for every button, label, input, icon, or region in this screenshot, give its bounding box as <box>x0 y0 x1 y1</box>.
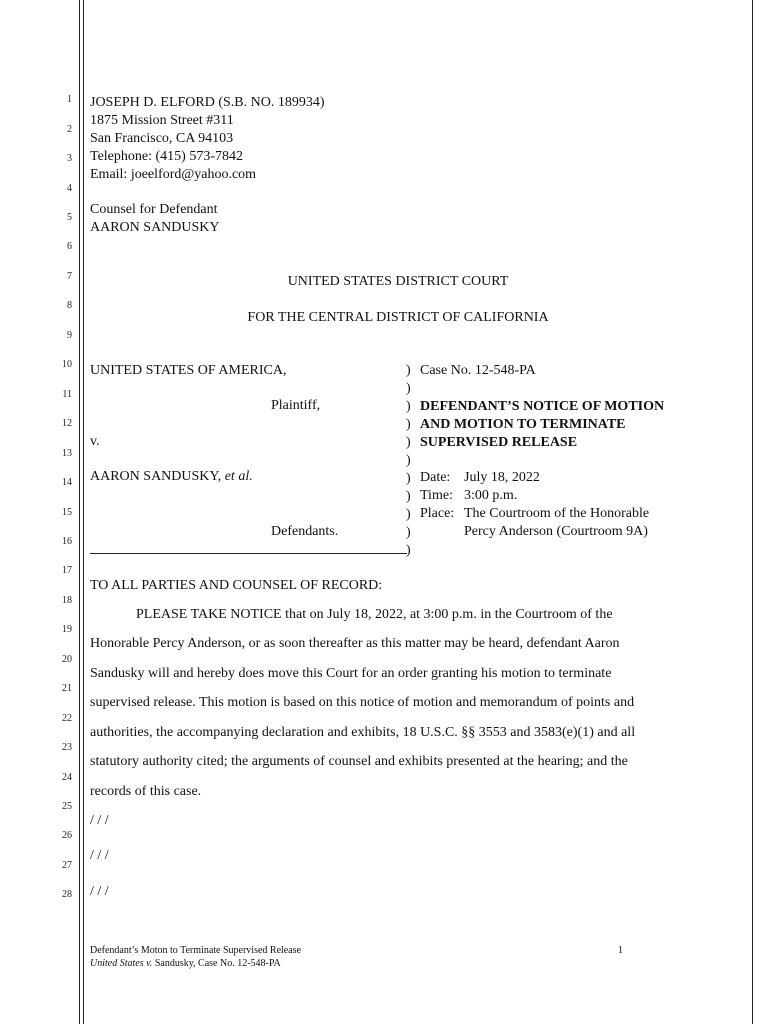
line-number: 16 <box>62 536 72 547</box>
caption-paren: ) <box>406 435 411 450</box>
line-number: 6 <box>67 241 72 252</box>
defendant-etal: et al. <box>224 469 253 484</box>
footer-title: Defendant’s Moton to Terminate Supervised Release <box>90 945 302 956</box>
document-title-line1: DEFENDANT’S NOTICE OF MOTION <box>420 399 665 414</box>
line-number: 21 <box>62 683 72 694</box>
caption-paren: ) <box>406 489 411 504</box>
line-number: 5 <box>67 212 72 223</box>
attorney-client: AARON SANDUSKY <box>90 220 220 235</box>
line-number: 26 <box>62 830 72 841</box>
plaintiff-name: UNITED STATES OF AMERICA, <box>90 363 287 378</box>
case-number: Case No. 12-548-PA <box>420 363 536 378</box>
footer-case-rest: Sandusky, Case No. 12-548-PA <box>152 958 281 969</box>
attorney-city: San Francisco, CA 94103 <box>90 131 234 146</box>
caption-paren: ) <box>406 399 411 414</box>
attorney-phone: Telephone: (415) 573-7842 <box>90 149 243 164</box>
caption-paren: ) <box>406 471 411 486</box>
document-title-line2: AND MOTION TO TERMINATE <box>420 417 626 432</box>
attorney-email: Email: joeelford@yahoo.com <box>90 167 257 182</box>
salutation: TO ALL PARTIES AND COUNSEL OF RECORD: <box>90 578 383 593</box>
line-number: 19 <box>62 624 72 635</box>
left-margin-rule <box>79 0 80 1024</box>
caption-paren: ) <box>406 417 411 432</box>
hearing-place-line2: Percy Anderson (Courtroom 9A) <box>464 524 648 539</box>
line-number: 2 <box>67 124 72 135</box>
hearing-place-label: Place: <box>420 506 455 521</box>
hearing-date-label: Date: <box>420 470 451 485</box>
line-number: 8 <box>67 300 72 311</box>
caption-underline <box>90 553 407 554</box>
right-margin-rule <box>752 0 753 1024</box>
caption-paren: ) <box>406 507 411 522</box>
line-number: 13 <box>62 448 72 459</box>
line-number: 17 <box>62 565 72 576</box>
left-margin-rule-inner <box>83 0 84 1024</box>
line-number: 23 <box>62 742 72 753</box>
footer-case-italic: United States v. <box>90 958 153 969</box>
line-number: 11 <box>62 389 72 400</box>
line-number: 25 <box>62 801 72 812</box>
plaintiff-label: Plaintiff, <box>271 398 321 413</box>
line-number: 7 <box>67 271 72 282</box>
caption-paren: ) <box>406 363 411 378</box>
line-number: 3 <box>67 153 72 164</box>
line-number: 9 <box>67 330 72 341</box>
body-line: PLEASE TAKE NOTICE that on July 18, 2022, at 3:00 p.m. in the Courtroom of the <box>136 607 613 622</box>
line-number: 24 <box>62 772 72 783</box>
continuation-slashes: / / / <box>90 813 109 828</box>
attorney-street: 1875 Mission Street #311 <box>90 113 234 128</box>
body-line: statutory authority cited; the arguments of counsel and exhibits presented at the hearing; and the <box>90 754 628 769</box>
document-title-line3: SUPERVISED RELEASE <box>420 435 578 450</box>
line-number: 10 <box>62 359 72 370</box>
hearing-date: July 18, 2022 <box>464 470 540 485</box>
defendant-name: AARON SANDUSKY, <box>90 469 222 484</box>
line-number: 20 <box>62 654 72 665</box>
body-line: Honorable Percy Anderson, or as soon thereafter as this matter may be heard, defendant Aaron <box>90 636 620 651</box>
line-number: 12 <box>62 418 72 429</box>
court-name: UNITED STATES DISTRICT COURT <box>287 274 509 289</box>
line-number: 1 <box>67 94 72 105</box>
line-number: 15 <box>62 507 72 518</box>
line-number: 14 <box>62 477 72 488</box>
versus: v. <box>90 434 100 449</box>
body-line: records of this case. <box>90 784 202 799</box>
defendant-label: Defendants. <box>271 524 339 539</box>
line-number: 18 <box>62 595 72 606</box>
footer-case-line <box>90 957 281 970</box>
hearing-time: 3:00 p.m. <box>464 488 518 503</box>
caption-paren: ) <box>406 453 411 468</box>
continuation-slashes: / / / <box>90 848 109 863</box>
attorney-role: Counsel for Defendant <box>90 202 218 217</box>
line-number: 4 <box>67 183 72 194</box>
line-number: 28 <box>62 889 72 900</box>
line-number: 27 <box>62 860 72 871</box>
continuation-slashes: / / / <box>90 884 109 899</box>
body-line: authorities, the accompanying declaration and exhibits, 18 U.S.C. §§ 3553 and 3583(e)(1) and all <box>90 725 636 740</box>
caption-paren: ) <box>406 381 411 396</box>
line-number: 22 <box>62 713 72 724</box>
body-line: Sandusky will and hereby does move this Court for an order granting his motion to terminate <box>90 666 612 681</box>
page-number: 1 <box>618 945 623 956</box>
body-line: supervised release. This motion is based on this notice of motion and memorandum of points and <box>90 695 635 710</box>
defendant-name-line <box>90 468 253 486</box>
hearing-time-label: Time: <box>420 488 453 503</box>
court-district: FOR THE CENTRAL DISTRICT OF CALIFORNIA <box>247 310 549 325</box>
caption-paren: ) <box>406 543 411 558</box>
caption-paren: ) <box>406 525 411 540</box>
hearing-place-line1: The Courtroom of the Honorable <box>464 506 650 521</box>
attorney-name: JOSEPH D. ELFORD (S.B. NO. 189934) <box>90 95 325 110</box>
